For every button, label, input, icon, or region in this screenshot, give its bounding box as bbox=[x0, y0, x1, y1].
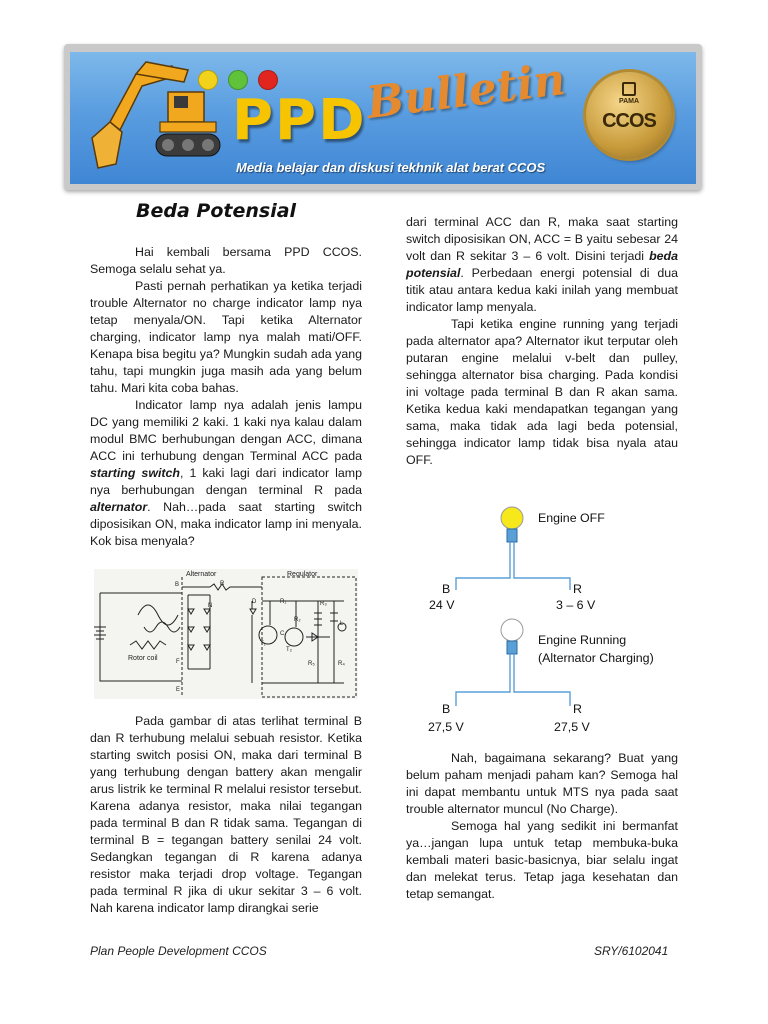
label-regulator: Regulator bbox=[287, 571, 318, 578]
red-light-icon bbox=[258, 70, 278, 90]
terminal-e: E bbox=[176, 687, 181, 693]
emphasis-beda-potensial: beda potensial bbox=[406, 249, 678, 280]
terminal-f: F bbox=[176, 659, 180, 665]
banner-tagline: Media belajar dan diskusi tekhnik alat berat CCOS bbox=[236, 160, 546, 175]
paragraph-circuit-explanation: Pada gambar di atas terlihat terminal B dan R terhubung melalui sebuah resistor. Ketika starting switch posisi ON, maka dari terminal B yang terhubung dengan battery akan mengalir arus listrik ke terminal R melalui resistor tersebut. Karena adanya resistor, maka nilai tegangan pada terminal B dan R tidak sama. Tegangan di terminal B = tegangan battery senilai 24 volt. Sedangkan tegangan di R karena adanya resistor maka terjadi drop voltage. Tegangan pada terminal R jika di ukur sekitar 3 – 6 volt. Nah karena indicator lamp dirangkai serie bbox=[90, 714, 362, 915]
label-alternator: Alternator bbox=[186, 571, 217, 578]
text-run: dari terminal ACC dan R, maka saat starting switch diposisikan ON, ACC = B yaitu sebesar 24 volt dan R sekitar 3 – 6 volt. Disini terjadi bbox=[406, 215, 678, 263]
banner-title-bulletin: Bulletin bbox=[363, 54, 569, 129]
badge-small-text: PAMA bbox=[618, 98, 640, 105]
label-run-b: B bbox=[442, 702, 451, 716]
ccos-logo-badge bbox=[586, 72, 672, 158]
yellow-light-icon bbox=[198, 70, 218, 90]
label-off-b-voltage: 24 V bbox=[429, 598, 455, 612]
right-column-upper bbox=[406, 214, 678, 469]
text-run: , 1 kaki lagi dari indicator lamp nya berhubungan dengan terminal R pada bbox=[90, 466, 362, 497]
paragraph-beda-potensial bbox=[406, 214, 678, 316]
emphasis-starting-switch: starting switch bbox=[90, 466, 180, 480]
paragraph-intro: Hai kembali bersama PPD CCOS. Semoga selalu sehat ya. bbox=[90, 245, 362, 276]
label-rotor-coil: Rotor coil bbox=[128, 655, 158, 662]
pama-logo-icon bbox=[622, 82, 636, 96]
article-title: Beda Potensial bbox=[136, 200, 297, 222]
lamp-voltage-diagram bbox=[420, 500, 580, 732]
green-light-icon bbox=[228, 70, 248, 90]
label-r5: R₅ bbox=[308, 661, 315, 667]
footer-right: SRY/6102041 bbox=[594, 944, 669, 958]
label-l: L bbox=[340, 621, 344, 627]
label-c: C bbox=[280, 631, 285, 637]
label-engine-off: Engine OFF bbox=[538, 511, 605, 525]
label-run-b-voltage: 27,5 V bbox=[428, 720, 464, 734]
left-column-lower bbox=[90, 713, 362, 917]
paragraph-conclusion: Nah, bagaimana sekarang? Buat yang belum paham menjadi paham kan? Semoga hal ini dapat membantu untuk MTS nya pada saat trouble alternator muncul (No Charge). bbox=[406, 751, 678, 816]
label-run-r: R bbox=[573, 702, 582, 716]
label-run-r-voltage: 27,5 V bbox=[554, 720, 590, 734]
label-t2: T₂ bbox=[286, 647, 292, 653]
label-r4: R₄ bbox=[338, 661, 345, 667]
label-r1: R₁ bbox=[280, 599, 287, 605]
paragraph-indicator-lamp bbox=[90, 397, 362, 550]
right-column-lower bbox=[406, 750, 678, 903]
terminal-r: R bbox=[220, 581, 225, 587]
banner-title-ppd: PPD bbox=[232, 88, 367, 153]
label-off-r: R bbox=[573, 582, 582, 596]
lamp-off-icon bbox=[501, 619, 523, 641]
label-off-b: B bbox=[442, 582, 451, 596]
left-column-upper bbox=[90, 244, 362, 550]
terminal-n: N bbox=[208, 603, 213, 609]
emphasis-alternator: alternator bbox=[90, 500, 148, 514]
paragraph-engine-running: Tapi ketika engine running yang terjadi pada alternator apa? Alternator ikut terputar oleh putaran engine melalui v-belt dan pulley, sehingga alternator bisa charging. Pada kondisi ini voltage pada terminal B dan R akan sama. Ketika kedua kaki mendapatkan tegangan yang sama, maka tidak ada lagi beda potensial, sehingga indicator lamp tidak bisa nyala atau OFF. bbox=[406, 317, 678, 467]
text-run: . Nah…pada saat starting switch diposisikan ON, maka indicator lamp ini menyala. Kok bisa menyala? bbox=[90, 500, 362, 548]
paragraph-closing: Semoga hal yang sedikit ini bermanfat ya…jangan lupa untuk tetap membuka-buka kembali materi basic-basicnya, biar selalu ingat dan melekat terus. Tetap jaga kesehatan dan tetap semangat. bbox=[406, 819, 678, 901]
label-r2: R₂ bbox=[294, 617, 301, 623]
terminal-b: B bbox=[175, 582, 180, 588]
text-run: Indicator lamp nya adalah jenis lampu DC yang memiliki 2 kaki. 1 kaki nya kalau dalam modul BMC berhubungan dengan ACC, dimana ACC ini terhubung dengan Terminal ACC pada bbox=[90, 398, 362, 463]
footer-left: Plan People Development CCOS bbox=[90, 944, 267, 958]
paragraph-trouble: Pasti pernah perhatikan ya ketika terjadi trouble Alternator no charge indicator lamp nya tetap menyala/ON. Tapi ketika Alternator charging, indicator lamp nya malah mati/OFF. Kenapa bisa begitu ya? Mungkin sudah ada yang tahu, tapi mungkin juga masih ada yang belum tahu. Mari kita coba bahas. bbox=[90, 279, 362, 395]
label-alternator-charging: (Alternator Charging) bbox=[538, 651, 654, 665]
text-run: . Perbedaan energi potensial di dua titik atau antara kedua kaki inilah yang membuat indicator lamp menyala. bbox=[406, 266, 678, 314]
label-off-r-voltage: 3 – 6 V bbox=[556, 598, 596, 612]
label-d: D bbox=[252, 599, 257, 605]
label-engine-running: Engine Running bbox=[538, 633, 627, 647]
alternator-circuit-diagram bbox=[90, 565, 362, 703]
badge-main-text: CCOS bbox=[602, 110, 656, 132]
label-t1: T₁ bbox=[260, 641, 266, 647]
label-r3: R₃ bbox=[320, 601, 327, 607]
lamp-on-icon bbox=[501, 507, 523, 529]
header-banner bbox=[70, 52, 696, 184]
